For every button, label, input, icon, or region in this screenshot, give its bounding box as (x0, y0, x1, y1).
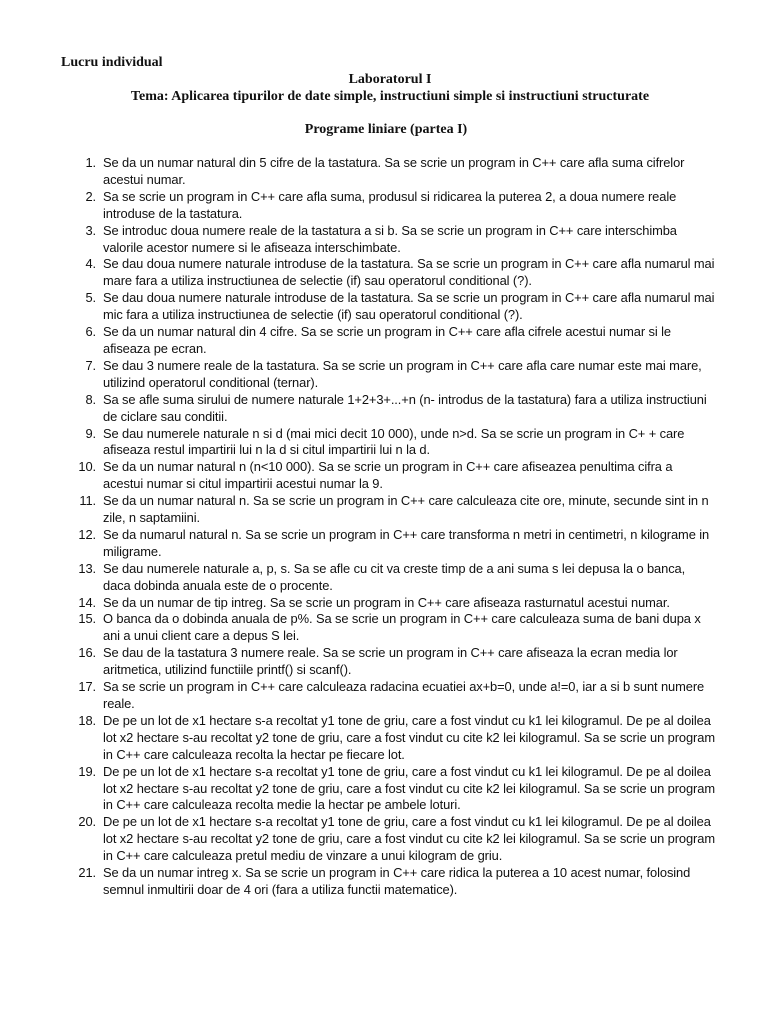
task-item (66, 256, 716, 290)
task-item (66, 155, 716, 189)
task-item (66, 865, 716, 899)
task-text: Se dau doua numere naturale introduse de la tastatura. Sa se scrie un program in C++ care afla numarul mai mare fara a utiliza instructiunea de selectie (if) sau operatorul conditional (?). (103, 256, 715, 289)
task-text: Se da numarul natural n. Sa se scrie un program in C++ care transforma n metri in centimetri, n kilograme in miligrame. (103, 526, 710, 559)
task-text: De pe un lot de x1 hectare s-a recoltat y1 tone de griu, care a fost vindut cu k1 lei kilogramul. De pe al doilea lot x2 hectare s-au recoltat y2 tone de griu, care a fost vindut cu cite k2 lei kilogramul. Sa se scrie un program in C++ care calculeaza recolta medie la hectar pe ambele loturi. (103, 763, 715, 813)
task-item (66, 358, 716, 392)
task-item (66, 290, 716, 324)
task-number: 13. (78, 560, 96, 576)
task-number: 4. (85, 256, 96, 272)
task-text: Sa se scrie un program in C++ care calculeaza radacina ecuatiei ax+b=0, unde a!=0, iar a si b sunt numere reale. (103, 679, 705, 711)
task-text: Se da un numar intreg x. Sa se scrie un program in C++ care ridica la puterea a 10 acest numar, folosind semnul inmultirii doar de 4 ori (fara a utiliza functii matematice). (103, 865, 691, 897)
task-item (66, 764, 716, 815)
task-item (66, 324, 716, 358)
task-text: De pe un lot de x1 hectare s-a recoltat y1 tone de griu, care a fost vindut cu k1 lei kilogramul. De pe al doilea lot x2 hectare s-au recoltat y2 tone de griu, care a fost vindut cu cite k2 lei kilogramul. Sa se scrie un program in C++ care calculeaza recolta la hectar pe fiecare lot. (103, 712, 715, 762)
task-number: 12. (78, 526, 96, 542)
theme-heading: Tema: Aplicarea tipurilor de date simple, instructiuni simple si instructiuni structurate (130, 89, 650, 104)
task-number: 17. (78, 679, 96, 695)
task-text: Se introduc doua numere reale de la tastatura a si b. Sa se scrie un program in C++ care interschimba valorile acestor numere si le afiseaza interschimbate. (103, 222, 677, 255)
task-text: Sa se afle suma sirului de numere naturale 1+2+3+...+n (n- introdus de la tastatura) fara a utiliza instructiuni de ciclare sau conditii. (103, 391, 707, 424)
section-title: Programe liniare (partea I) (304, 122, 468, 137)
task-number: 3. (85, 222, 96, 238)
task-text: Se dau numerele naturale n si d (mai mici decit 10 000), unde n>d. Sa se scrie un program in C+ + care afiseaza restul impartirii lui n la d si citul impartirii lui n la d. (103, 425, 685, 458)
task-text: Se da un numar natural n (n<10 000). Sa se scrie un program in C++ care afiseazea penultima cifra a acestui numar si citul impartirii acestui numar la 9. (103, 459, 673, 492)
task-item (66, 392, 716, 426)
task-number: 15. (78, 611, 96, 627)
task-list (66, 155, 716, 899)
task-item (66, 426, 716, 460)
task-number: 14. (78, 594, 96, 610)
task-text: Se da un numar natural din 4 cifre. Sa se scrie un program in C++ care afla cifrele acestui numar si le afiseaza pe ecran. (103, 324, 671, 356)
task-text: Se dau 3 numere reale de la tastatura. Sa se scrie un program in C++ care afla care numar este mai mare, utilizind operatorul conditional (ternar). (103, 357, 702, 390)
task-text: O banca da o dobinda anuala de p%. Sa se scrie un program in C++ care calculeaza suma de bani dupa x ani a unui client care a depus S lei. (103, 611, 701, 644)
task-text: Sa se scrie un program in C++ care afla suma, produsul si ridicarea la puterea 2, a doua numere reale introduse de la tastatura. (103, 188, 677, 221)
task-number: 21. (78, 865, 96, 881)
task-text: Se da un numar natural din 5 cifre de la tastatura. Sa se scrie un program in C++ care afla suma cifrelor acestui numar. (103, 155, 685, 187)
task-number: 6. (85, 324, 96, 340)
task-item (66, 611, 716, 645)
task-number: 20. (78, 814, 96, 830)
task-item (66, 223, 716, 257)
task-item (66, 595, 716, 612)
task-text: Se dau de la tastatura 3 numere reale. Sa se scrie un program in C++ care afiseaza la ecran media lor aritmetica, utilizind functiile printf() si scanf(). (103, 645, 678, 678)
task-text: Se da un numar de tip intreg. Sa se scrie un program in C++ care afiseaza rasturnatul acestui numar. (103, 594, 670, 610)
task-item (66, 527, 716, 561)
task-item (66, 493, 716, 527)
task-number: 10. (78, 459, 96, 475)
task-item (66, 814, 716, 865)
task-number: 9. (85, 425, 96, 441)
top-label: Lucru individual (61, 55, 163, 70)
task-item (66, 561, 716, 595)
task-number: 5. (85, 290, 96, 306)
task-number: 8. (85, 391, 96, 407)
task-number: 2. (85, 188, 96, 204)
task-number: 7. (85, 357, 96, 373)
task-number: 1. (85, 155, 96, 170)
task-text: Se dau doua numere naturale introduse de la tastatura. Sa se scrie un program in C++ care afla numarul mai mic fara a utiliza instructiunea de selectie (if) sau operatorul conditional (?). (103, 290, 715, 323)
task-item (66, 189, 716, 223)
task-item (66, 645, 716, 679)
task-number: 19. (78, 763, 96, 779)
task-number: 18. (78, 712, 96, 728)
task-number: 11. (79, 493, 96, 509)
task-text: De pe un lot de x1 hectare s-a recoltat y1 tone de griu, care a fost vindut cu k1 lei kilogramul. De pe al doilea lot x2 hectare s-au recoltat y2 tone de griu, care a fost vindut cu cite k2 lei kilogramul. Sa se scrie un program in C++ care calculeaza pretul mediu de vinzare a unui kilogram de griu. (103, 814, 715, 864)
task-text: Se dau numerele naturale a, p, s. Sa se afle cu cit va creste timp de a ani suma s lei depusa la o banca, daca dobinda anuala este de o procente. (103, 560, 686, 593)
task-item (66, 459, 716, 493)
task-text: Se da un numar natural n. Sa se scrie un program in C++ care calculeaza cite ore, minute, secunde sint in n zile, n saptamiini. (103, 493, 709, 526)
lab-title: Laboratorul I (348, 72, 432, 87)
task-item (66, 679, 716, 713)
task-item (66, 713, 716, 764)
task-number: 16. (78, 645, 96, 661)
